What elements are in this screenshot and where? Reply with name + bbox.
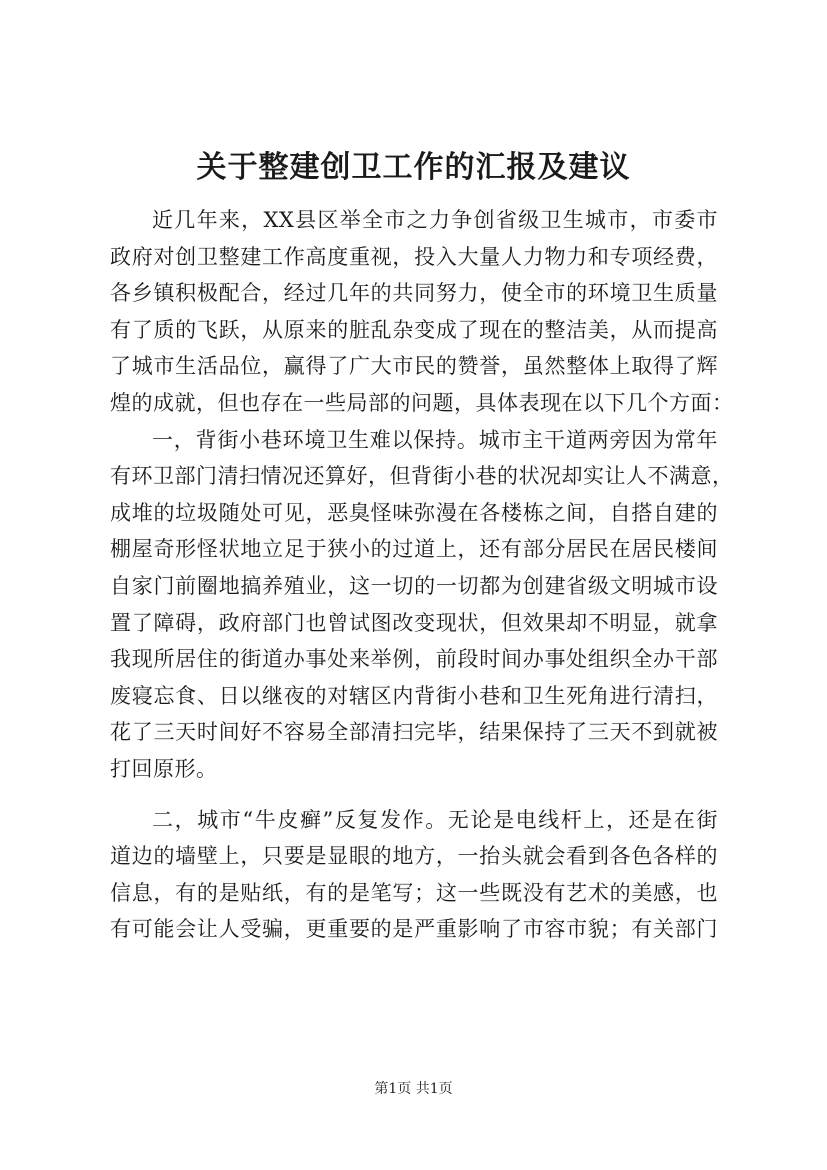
text-line: 我现所居住的街道办事处来举例，前段时间办事处组织全办干部 (110, 647, 718, 672)
text-line: 打回原形。 (110, 756, 218, 781)
text-line: 各乡镇积极配合，经过几年的共同努力，使全市的环境卫生质量 (110, 281, 718, 306)
text-line: 道边的墙壁上，只要是显眼的地方，一抬头就会看到各色各样的 (110, 844, 718, 869)
paragraph-spacer (110, 788, 718, 802)
text-line: 废寝忘食、日以继夜的对辖区内背街小巷和卫生死角进行清扫， (110, 683, 718, 708)
text-line: 了城市生活品位，赢得了广大市民的赞誉，虽然整体上取得了辉 (110, 354, 718, 379)
text-line: 有环卫部门清扫情况还算好，但背街小巷的状况却实让人不满意， (110, 464, 734, 489)
document-title: 关于整建创卫工作的汇报及建议 (196, 150, 631, 185)
text-line: 煌的成就，但也存在一些局部的问题，具体表现在以下几个方面： (110, 390, 734, 415)
text-line: 置了障碍，政府部门也曾试图改变现状，但效果却不明显，就拿 (110, 610, 718, 635)
paragraph-point-one (110, 422, 734, 788)
document-body (110, 202, 734, 948)
text-line: 成堆的垃圾随处可见，恶臭怪味弥漫在各楼栋之间，自搭自建的 (110, 500, 718, 525)
text-line: 花了三天时间好不容易全部清扫完毕，结果保持了三天不到就被 (110, 720, 718, 745)
text-line: 有可能会让人受骗，更重要的是严重影响了市容市貌；有关部门 (110, 917, 718, 942)
text-line: 有了质的飞跃，从原来的脏乱杂变成了现在的整洁美，从而提高 (110, 317, 718, 342)
text-line: 棚屋奇形怪状地立足于狭小的过道上，还有部分居民在居民楼间 (110, 537, 718, 562)
text-line: 二，城市“牛皮癣”反复发作。无论是电线杆上，还是在街 (152, 807, 718, 832)
text-line: 政府对创卫整建工作高度重视，投入大量人力物力和专项经费， (110, 244, 718, 269)
text-line: 自家门前圈地搞养殖业，这一切的一切都为创建省级文明城市设 (110, 573, 718, 598)
page-footer: 第1页 共1页 (374, 1081, 453, 1097)
paragraph-intro (110, 202, 734, 422)
text-line: 近几年来，XX县区举全市之力争创省级卫生城市，市委市 (152, 208, 718, 232)
text-line: 一，背街小巷环境卫生难以保持。城市主干道两旁因为常年 (152, 427, 718, 452)
text-line: 信息，有的是贴纸，有的是笔写；这一些既没有艺术的美感，也 (110, 880, 718, 905)
paragraph-point-two (110, 802, 718, 948)
